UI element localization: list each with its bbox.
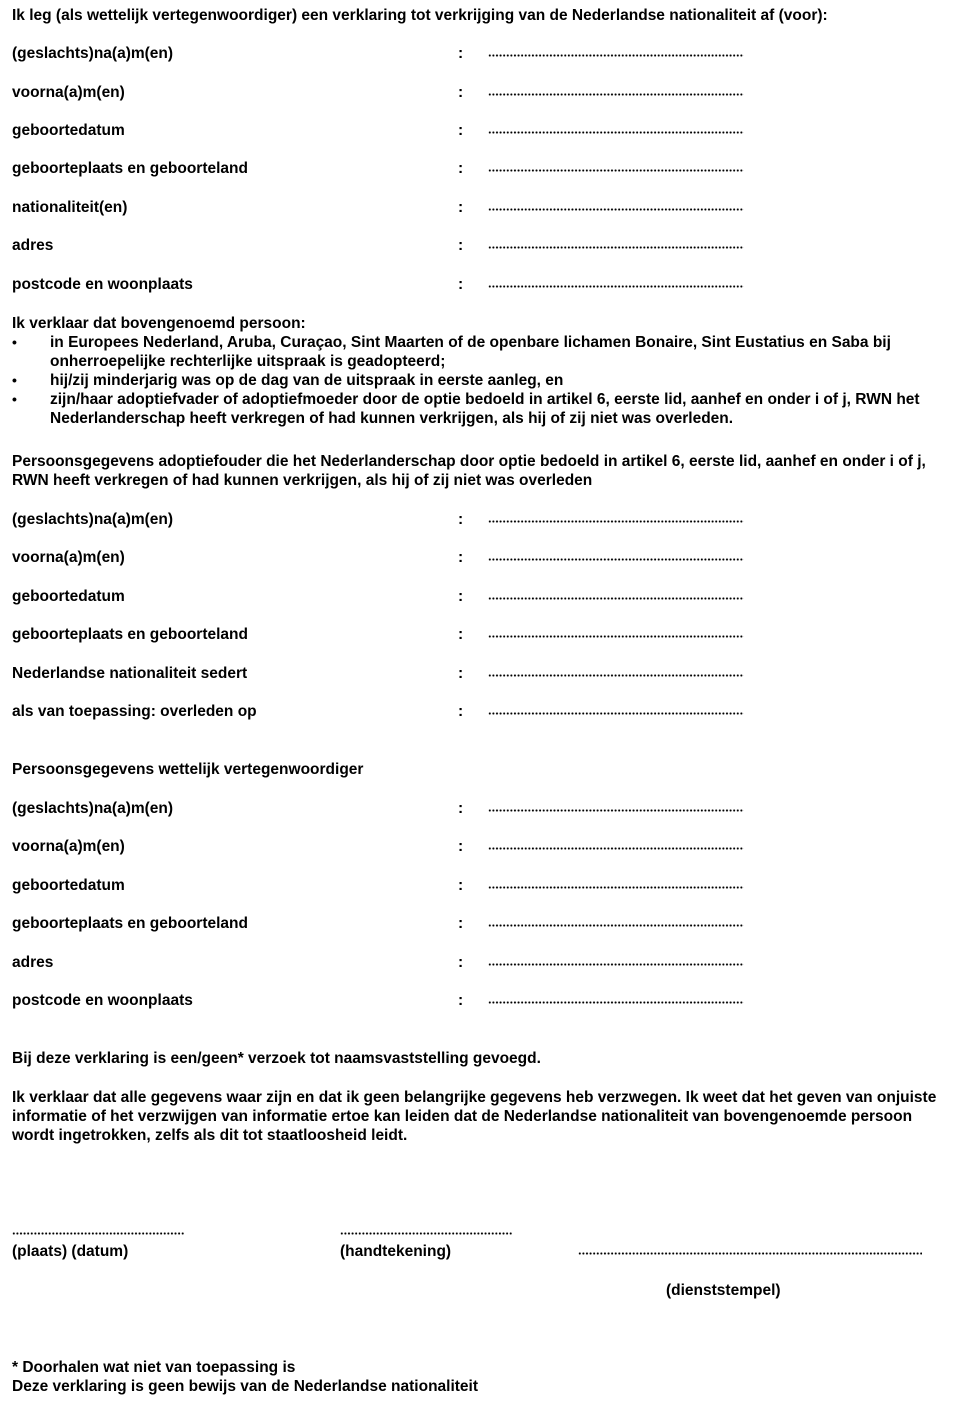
field-input-line[interactable]	[488, 244, 744, 250]
field-row	[12, 914, 772, 934]
bullet-icon: •	[12, 334, 17, 350]
field-row	[12, 275, 772, 295]
signature-label: (handtekening)	[340, 1243, 452, 1260]
field-row	[12, 625, 772, 645]
field-label: (geslachts)na(a)m(en)	[12, 511, 174, 528]
field-row	[12, 510, 772, 530]
field-label: als van toepassing: overleden op	[12, 703, 257, 720]
field-row	[12, 83, 772, 103]
declaration-list	[12, 333, 967, 428]
field-input-line[interactable]	[488, 961, 744, 967]
field-row	[12, 236, 772, 256]
field-input-line[interactable]	[488, 845, 744, 851]
field-colon: :	[458, 160, 464, 177]
list-item-text: hij/zij minderjarig was op de dag van de uitspraak in eerste aanleg, en	[50, 372, 564, 389]
field-colon: :	[458, 511, 464, 528]
field-label: nationaliteit(en)	[12, 199, 128, 216]
field-label: geboortedatum	[12, 122, 125, 139]
field-colon: :	[458, 838, 464, 855]
field-input-line[interactable]	[488, 518, 744, 524]
field-input-line[interactable]	[488, 167, 744, 173]
field-label: geboortedatum	[12, 588, 125, 605]
field-input-line[interactable]	[488, 710, 744, 716]
field-row	[12, 991, 772, 1011]
field-row	[12, 587, 772, 607]
field-row	[12, 702, 772, 722]
field-input-line[interactable]	[488, 595, 744, 601]
field-colon: :	[458, 626, 464, 643]
field-colon: :	[458, 954, 464, 971]
field-row	[12, 121, 772, 141]
field-label: voorna(a)m(en)	[12, 84, 125, 101]
field-input-line[interactable]	[488, 129, 744, 135]
list-item	[12, 333, 967, 371]
intro-text: Ik leg (als wettelijk vertegenwoordiger) een verklaring tot verkrijging van de Nederlandse nationaliteit af (voor):	[12, 7, 828, 24]
stamp-label: (dienststempel)	[666, 1282, 781, 1299]
field-input-line[interactable]	[488, 52, 744, 58]
field-input-line[interactable]	[488, 206, 744, 212]
field-row	[12, 44, 772, 64]
place-date-label: (plaats) (datum)	[12, 1243, 129, 1260]
field-label: geboortedatum	[12, 877, 125, 894]
field-input-line[interactable]	[488, 999, 744, 1005]
footnote-strike: * Doorhalen wat niet van toepassing is	[12, 1359, 296, 1376]
field-input-line[interactable]	[488, 633, 744, 639]
field-colon: :	[458, 877, 464, 894]
field-input-line[interactable]	[488, 283, 744, 289]
field-label: geboorteplaats en geboorteland	[12, 915, 248, 932]
list-item-text: zijn/haar adoptiefvader of adoptiefmoeder door de optie bedoeld in artikel 6, eerste lid, aanhef en onder i of j, RWN het Nederlanderschap heeft verkregen of had kunnen verkrijgen, als hij of zij niet was overleden.	[50, 391, 920, 427]
field-colon: :	[458, 122, 464, 139]
field-colon: :	[458, 915, 464, 932]
field-colon: :	[458, 992, 464, 1009]
field-label: adres	[12, 954, 54, 971]
list-item	[12, 371, 967, 390]
list-item-text: in Europees Nederland, Aruba, Curaçao, Sint Maarten of de openbare lichamen Bonaire, Sint Eustatius en Saba bij onherroepelijke rechterlijke uitspraak is geadopteerd;	[50, 334, 891, 370]
field-input-line[interactable]	[488, 807, 744, 813]
field-row	[12, 876, 772, 896]
field-row	[12, 548, 772, 568]
field-row	[12, 664, 772, 684]
field-row	[12, 159, 772, 179]
field-label: Nederlandse nationaliteit sedert	[12, 665, 248, 682]
place-date-line[interactable]	[12, 1230, 184, 1236]
field-row	[12, 953, 772, 973]
field-input-line[interactable]	[488, 556, 744, 562]
field-colon: :	[458, 665, 464, 682]
list-item	[12, 390, 967, 428]
bullet-icon: •	[12, 391, 17, 407]
field-input-line[interactable]	[488, 922, 744, 928]
field-colon: :	[458, 703, 464, 720]
name-statement: Bij deze verklaring is een/geen* verzoek tot naamsvaststelling gevoegd.	[12, 1050, 541, 1067]
field-colon: :	[458, 237, 464, 254]
field-label: (geslachts)na(a)m(en)	[12, 45, 174, 62]
field-label: adres	[12, 237, 54, 254]
field-colon: :	[458, 549, 464, 566]
field-label: voorna(a)m(en)	[12, 838, 125, 855]
legal-rep-heading: Persoonsgegevens wettelijk vertegenwoordiger	[12, 761, 364, 778]
field-label: geboorteplaats en geboorteland	[12, 160, 248, 177]
field-label: voorna(a)m(en)	[12, 549, 125, 566]
field-colon: :	[458, 800, 464, 817]
field-colon: :	[458, 199, 464, 216]
field-input-line[interactable]	[488, 884, 744, 890]
truth-statement: Ik verklaar dat alle gegevens waar zijn en dat ik geen belangrijke gegevens heb verzwegen. Ik weet dat het geven van onjuiste informatie of het verzwijgen van informatie ertoe kan leiden dat de Nederlandse nationaliteit van bovengenoemde persoon wordt ingetrokken, zelfs als dit tot staatloosheid leidt.	[12, 1089, 937, 1144]
field-colon: :	[458, 45, 464, 62]
field-colon: :	[458, 276, 464, 293]
field-row	[12, 837, 772, 857]
field-input-line[interactable]	[488, 91, 744, 97]
adoptive-parent-heading: Persoonsgegevens adoptiefouder die het Nederlanderschap door optie bedoeld in artikel 6, eerste lid, aanhef en onder i of j, RWN heeft verkregen of had kunnen verkrijgen, als hij of zij niet was overleden	[12, 453, 926, 489]
field-colon: :	[458, 84, 464, 101]
bullet-icon: •	[12, 372, 17, 388]
stamp-line[interactable]	[578, 1250, 922, 1256]
field-label: (geslachts)na(a)m(en)	[12, 800, 174, 817]
field-label: postcode en woonplaats	[12, 992, 193, 1009]
declaration-heading: Ik verklaar dat bovengenoemd persoon:	[12, 315, 306, 332]
field-row	[12, 198, 772, 218]
signature-line[interactable]	[340, 1230, 512, 1236]
field-input-line[interactable]	[488, 672, 744, 678]
footnote-disclaimer: Deze verklaring is geen bewijs van de Nederlandse nationaliteit	[12, 1378, 479, 1395]
field-colon: :	[458, 588, 464, 605]
field-label: geboorteplaats en geboorteland	[12, 626, 248, 643]
field-row	[12, 799, 772, 819]
field-label: postcode en woonplaats	[12, 276, 193, 293]
